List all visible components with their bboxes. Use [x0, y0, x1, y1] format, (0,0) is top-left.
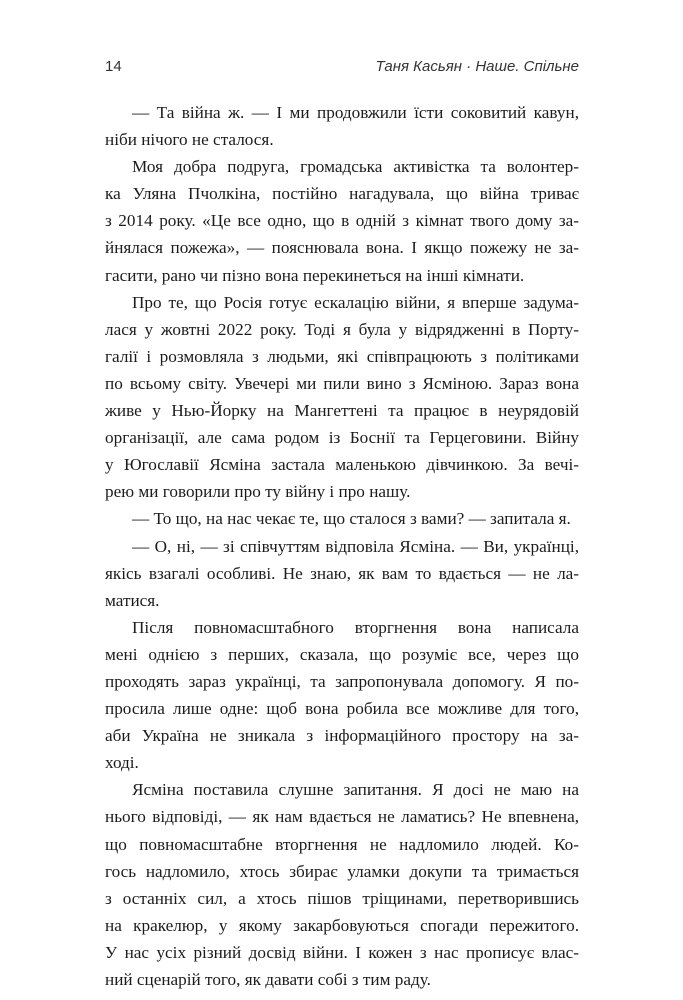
text-line: мені однією з перших, сказала, що розуміє все, через що	[105, 644, 579, 664]
text-line: організації, але сама родом із Боснії та Герцеговини. Війну	[105, 428, 579, 448]
text-line: нього відповіді, — як нам вдається не ламатись? Не впевнена,	[105, 807, 579, 827]
text-line: лася у жовтні 2022 року. Тоді я була у відрядженні в Порту-	[105, 319, 579, 339]
text-line: ніби нічого не сталося.	[105, 130, 274, 150]
text-line: Ясміна поставила слушне запитання. Я досі не маю на	[132, 780, 579, 800]
text-line: живе у Нью-Йорку на Мангеттені та працює в неурядовій	[105, 401, 579, 421]
text-line: ний сценарій того, як давати собі з тим раду.	[105, 970, 431, 989]
text-line: гось надломило, хтось збирає уламки докупи та тримається	[105, 861, 579, 881]
running-title: Таня Касьян · Наше. Спільне	[375, 58, 579, 75]
text-line: матися.	[105, 590, 160, 610]
running-head	[105, 58, 579, 80]
text-line: Після повномасштабного вторгнення вона написала	[132, 617, 579, 637]
text-line: ка Уляна Пчолкіна, постійно нагадувала, що війна триває	[105, 184, 579, 204]
text-line: на кракелюр, у якому закарбовуються спогади пережитого.	[105, 915, 579, 935]
text-line: — То що, на нас чекає те, що сталося з вами? — запитала я.	[132, 509, 571, 529]
text-line: рею ми говорили про ту війну і про нашу.	[105, 482, 411, 502]
text-line: по всьому світу. Увечері ми пили вино з Ясміною. Зараз вона	[105, 373, 579, 393]
text-line: — Та війна ж. — І ми продовжили їсти соковитий кавун,	[132, 103, 579, 122]
text-line: просила лише одне: щоб вона робила все можливе для того,	[105, 699, 579, 719]
text-line: ході.	[105, 753, 139, 773]
text-line: гасити, рано чи пізно вона перекинеться на інші кімнати.	[105, 265, 525, 285]
text-line: — О, ні, — зі співчуттям відповіла Ясміна. — Ви, українці,	[132, 536, 579, 556]
text-line: якісь взагалі особливі. Не знаю, як вам то вдається — не ла-	[105, 563, 579, 583]
text-line: що повномасштабне вторгнення не надломило людей. Ко-	[105, 834, 579, 854]
text-line: аби Україна не зникала з інформаційного простору на за-	[105, 726, 579, 746]
text-line: галії і розмовляла з людьми, які співпрацюють з політиками	[105, 346, 579, 366]
text-line: з останніх сил, а хтось пішов тріщинами, перетворившись	[105, 888, 579, 908]
body-text	[105, 99, 579, 993]
page-number: 14	[105, 58, 122, 75]
text-line: Моя добра подруга, громадська активістка та волонтер-	[132, 157, 579, 177]
text-line: У нас усіх різний досвід війни. І кожен з нас прописує влас-	[105, 942, 579, 962]
text-line: йнялася пожежа», — пояснювала вона. І якщо пожежу не за-	[105, 238, 579, 258]
text-line: Про те, що Росія готує ескалацію війни, я вперше задума-	[132, 292, 579, 312]
text-line: у Югославії Ясміна застала маленькою дівчинкою. За вечі-	[105, 455, 579, 475]
text-line: з 2014 року. «Це все одно, що в одній з кімнат твого дому за-	[105, 211, 579, 231]
text-line: проходять зараз українці, та запропонувала допомогу. Я по-	[105, 671, 579, 691]
